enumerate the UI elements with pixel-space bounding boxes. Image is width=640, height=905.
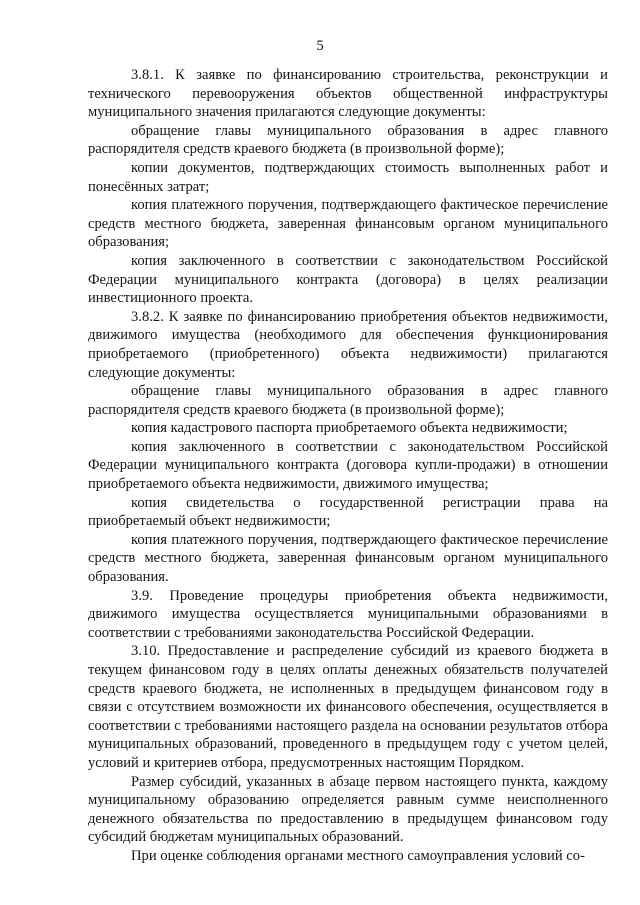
page-number: 5 — [316, 38, 324, 54]
paragraph-3-8-1: 3.8.1. К заявке по финансированию строительства, реконструкции и технического перевооружения объектов общественной инфраструктуры муниципального значения прилагаются следующие документы: — [88, 67, 608, 121]
paragraph-cost-documents: копии документов, подтверждающих стоимость выполненных работ и понесённых затрат; — [88, 159, 608, 195]
paragraph-3-9: 3.9. Проведение процедуры приобретения объекта недвижимости, движимого имущества осуществляется муниципальными образованиями в соответствии с требованиями законодательства Российской Федерации. — [88, 587, 608, 641]
paragraph-subsidy-size: Размер субсидий, указанных в абзаце первом настоящего пункта, каждому муниципальному образованию определяется равным сумме неисполненного денежного обязательства по предоставлению в предыдущем финансовом году субсидий бюджетам муниципальных образований. — [88, 773, 608, 846]
paragraph-payment-order: копия платежного поручения, подтверждающего фактическое перечисление средств местного бюджета, заверенная финансовым органом муниципального образования; — [88, 197, 608, 251]
paragraph-3-10: 3.10. Предоставление и распределение субсидий из краевого бюджета в текущем финансовом году в целях оплаты денежных обязательств получателей средств краевого бюджета, не исполненных в предыдущем финансовом году в связи с отсутствием возможности их финансового обеспечения, осуществляется в соответствии с требованиями настоящего раздела на основании результатов отбора муниципальных образований, проведенного в предыдущем году с учетом целей, условий и критериев отбора, предусмотренных настоящим Порядком. — [88, 643, 608, 771]
paragraph-3-8-2: 3.8.2. К заявке по финансированию приобретения объектов недвижимости, движимого имущества (необходимого для обеспечения функционирования приобретаемого (приобретенного) объекта недвижимости) прилагаются следующие документы: — [88, 308, 608, 381]
paragraph-appeal-head-2: обращение главы муниципального образования в адрес главного распорядителя средств краевого бюджета (в произвольной форме); — [88, 383, 608, 418]
paragraph-registration-certificate: копия свидетельства о государственной регистрации права на приобретаемый объект недвижимости; — [88, 494, 608, 530]
paragraph-payment-order-2: копия платежного поручения, подтверждающего фактическое перечисление средств местного бюджета, заверенная финансовым органом муниципального образования. — [88, 531, 608, 586]
paragraph-municipal-contract: копия заключенного в соответствии с законодательством Российской Федерации муниципального контракта (договора) в целях реализации инвестиционного проекта. — [88, 252, 608, 307]
document-body — [88, 66, 608, 866]
paragraph-cadastral-passport: копия кадастрового паспорта приобретаемого объекта недвижимости; — [131, 420, 568, 437]
paragraph-sale-contract: копия заключенного в соответствии с законодательством Российской Федерации муниципального контракта (договора купли-продажи) в отношении приобретаемого объекта недвижимости, движимого имущества; — [88, 438, 608, 493]
paragraph-appeal-head: обращение главы муниципального образования в адрес главного распорядителя средств краевого бюджета (в произвольной форме); — [88, 122, 608, 158]
paragraph-assessment: При оценке соблюдения органами местного самоуправления условий со- — [131, 847, 585, 864]
